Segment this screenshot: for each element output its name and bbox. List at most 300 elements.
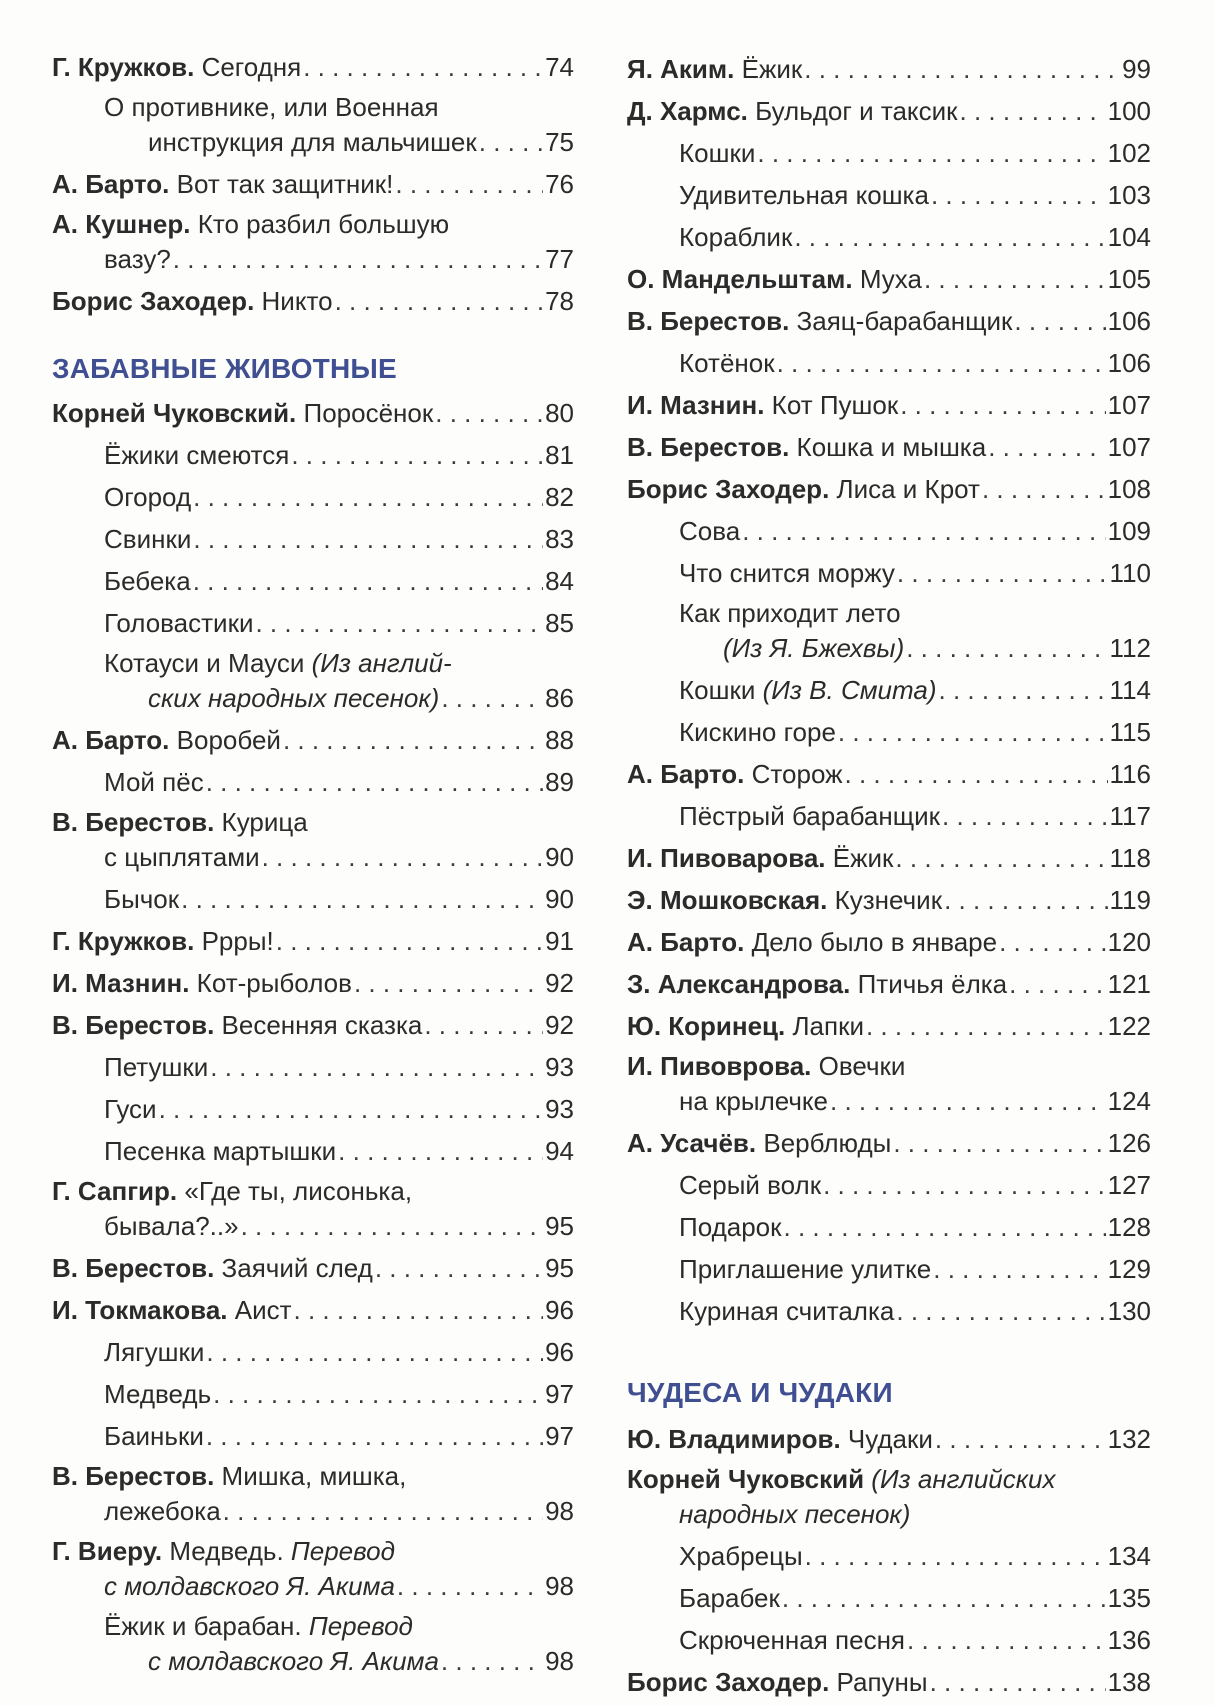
toc-entry (52, 166, 574, 204)
entry-line (52, 1133, 574, 1171)
entry-text (627, 756, 843, 794)
title: Чудаки (847, 1423, 933, 1454)
toc-entry (627, 966, 1151, 1004)
entry-line (627, 261, 1151, 299)
toc-entry (627, 1622, 1151, 1660)
dot-leader (181, 881, 543, 919)
author: Корней Чуковский (627, 1463, 865, 1494)
page-number: 135 (1107, 1582, 1151, 1613)
toc-entry (52, 563, 574, 601)
title: Сегодня (201, 52, 302, 82)
page-number: 130 (1107, 1296, 1151, 1326)
page-number: 112 (1109, 633, 1151, 663)
dot-leader (931, 177, 1106, 215)
page-number: 92 (545, 967, 574, 998)
entry-text (52, 1461, 406, 1491)
page-number: 77 (545, 244, 574, 274)
toc-right-column (627, 51, 1151, 1706)
entry-text (627, 387, 898, 425)
entry-line (627, 51, 1151, 89)
entry-text (627, 1125, 891, 1163)
page-number: 107 (1107, 432, 1151, 462)
toc-left-column (52, 49, 574, 1685)
entry-line (52, 1007, 574, 1045)
title: Подарок (679, 1212, 782, 1242)
entry-text (104, 605, 253, 643)
page-number: 74 (545, 52, 574, 82)
author: И. Мазнин. (52, 967, 190, 998)
page-number: 90 (545, 883, 574, 914)
entry-line (52, 1175, 574, 1208)
entry-text (52, 1176, 412, 1206)
page-number: 98 (545, 1645, 574, 1676)
entry-text (627, 1664, 928, 1702)
dot-leader (784, 1209, 1106, 1247)
entry-line (627, 1622, 1151, 1660)
toc-entry (52, 923, 574, 961)
entry-text (679, 177, 929, 215)
author: В. Берестов. (627, 432, 790, 462)
entry-text (52, 1007, 422, 1045)
title: Песенка мартышки (104, 1135, 337, 1166)
toc-entry (627, 1463, 1151, 1534)
entry-line (627, 756, 1151, 794)
dot-leader (193, 479, 543, 517)
page-number: 93 (545, 1051, 574, 1082)
dot-leader (960, 93, 1106, 131)
page-number: 99 (1122, 54, 1151, 84)
title: Кошки (679, 675, 756, 705)
page-number: 97 (545, 1378, 574, 1409)
title: Кто разбил большую (197, 209, 450, 239)
title: Аист (234, 1294, 292, 1325)
entry-line (52, 1334, 574, 1372)
title: Поросёнок (303, 397, 434, 428)
title: Лапки (792, 1011, 864, 1041)
toc-entry (52, 437, 574, 475)
dot-leader (742, 513, 1105, 551)
toc-entry (627, 303, 1151, 341)
toc-entry (627, 1008, 1151, 1046)
toc-entry (52, 1460, 574, 1531)
author: Борис Заходер. (627, 1666, 830, 1697)
page-number: 134 (1107, 1540, 1151, 1571)
title: Бульдог и таксик (755, 96, 958, 126)
entry-text (679, 672, 937, 710)
page-number: 124 (1107, 1086, 1151, 1116)
toc-entry (627, 882, 1151, 920)
entry-text (679, 513, 740, 551)
page-number: 105 (1107, 264, 1151, 294)
entry-line (52, 479, 574, 517)
entry-text (627, 51, 802, 89)
entry-line (52, 1250, 574, 1288)
author: Борис Заходер. (52, 286, 255, 316)
page-number: 83 (545, 523, 574, 554)
entry-line (627, 672, 1151, 710)
dot-leader (441, 680, 543, 718)
dot-leader (782, 1580, 1106, 1618)
dot-leader (375, 1250, 543, 1288)
toc-entry (52, 49, 574, 87)
dot-leader (897, 555, 1108, 593)
page-number: 86 (545, 682, 574, 713)
toc-entry (52, 1535, 574, 1606)
entry-text (627, 1051, 905, 1081)
author: А. Кушнер. (52, 209, 191, 239)
dot-leader (988, 429, 1105, 467)
title: «Где ты, лисонька, (184, 1175, 413, 1206)
entry-line (627, 1050, 1151, 1083)
page-number: 94 (545, 1135, 574, 1166)
entry-text (679, 555, 895, 593)
entry-line (627, 513, 1151, 551)
page-number: 115 (1109, 717, 1151, 747)
entry-text (52, 965, 352, 1003)
entry-line (627, 1209, 1151, 1247)
page-number: 108 (1107, 474, 1151, 504)
dot-leader (777, 345, 1106, 383)
dot-leader (939, 672, 1108, 710)
page-number: 120 (1107, 927, 1151, 957)
title: Медведь (104, 1378, 212, 1409)
page-number: 95 (545, 1252, 574, 1283)
toc-entry (627, 1538, 1151, 1576)
title: Куриная считалка (679, 1296, 895, 1326)
title: Кискино горе (679, 717, 836, 747)
dot-leader (930, 1664, 1106, 1702)
page-number: 95 (545, 1210, 574, 1241)
dot-leader (241, 1208, 544, 1246)
page-number: 97 (545, 1420, 574, 1451)
title: Бебека (104, 565, 191, 596)
entry-line (627, 1580, 1151, 1618)
toc-entry (627, 1050, 1151, 1121)
toc-entry (627, 471, 1151, 509)
entry-line (627, 798, 1151, 836)
section-heading: ЗАБАВНЫЕ ЖИВОТНЫЕ (52, 352, 397, 384)
toc-entry (627, 429, 1151, 467)
entry-line (627, 303, 1151, 341)
toc-entry (52, 1292, 574, 1330)
title: Котёнок (679, 348, 775, 378)
page-number: 78 (545, 286, 574, 316)
dot-leader (262, 839, 543, 877)
entry-line (627, 429, 1151, 467)
toc-entry (52, 1250, 574, 1288)
page-number: 89 (545, 766, 574, 797)
toc-entry (627, 513, 1151, 551)
page-number: 90 (545, 841, 574, 872)
toc-entry (52, 1091, 574, 1129)
entry-line (52, 647, 574, 680)
dot-leader (338, 1133, 543, 1171)
entry-text (104, 479, 191, 517)
page-number: 104 (1107, 222, 1151, 252)
entry-line (627, 1293, 1151, 1331)
dot-leader (900, 387, 1105, 425)
title: Весенняя сказка (221, 1009, 423, 1040)
page-number: 127 (1107, 1170, 1151, 1200)
title: Кораблик (679, 222, 793, 252)
toc-entry (627, 177, 1151, 215)
entry-text (627, 93, 958, 131)
dot-leader (838, 714, 1108, 752)
dot-leader (757, 135, 1105, 173)
entry-line (52, 764, 574, 802)
title: Петушки (104, 1051, 209, 1082)
dot-leader (441, 1643, 543, 1681)
page-number: 132 (1107, 1423, 1151, 1454)
author: Э. Мошковская. (627, 885, 828, 915)
entry-text (679, 1293, 894, 1331)
dot-leader (276, 923, 543, 961)
toc-entry (627, 555, 1151, 593)
entry-line (627, 924, 1151, 962)
author: О. Мандельштам. (627, 264, 853, 294)
author: А. Барто. (52, 724, 170, 755)
page-number: 91 (545, 925, 574, 956)
entry-text (679, 219, 792, 257)
title-note: (Из английских (864, 1463, 1056, 1494)
toc-entry (627, 93, 1151, 131)
entry-text (679, 1209, 782, 1247)
toc-entry (52, 1610, 574, 1681)
author: В. Берестов. (627, 306, 790, 336)
entry-line (627, 966, 1151, 1004)
title-continued: (Из Я. Бжехвы) (723, 633, 905, 663)
title: Верблюды (763, 1128, 892, 1158)
dot-leader (804, 51, 1120, 89)
author: Ю. Коринец. (627, 1011, 786, 1041)
toc-entry (627, 798, 1151, 836)
title: Огород (104, 481, 192, 512)
entry-text (104, 1376, 211, 1414)
page-number: 136 (1107, 1624, 1151, 1655)
page-number: 107 (1107, 390, 1151, 420)
dot-leader (193, 521, 543, 559)
title: Лиса и Крот (836, 474, 980, 504)
entry-line (52, 521, 574, 559)
page-number: 96 (545, 1294, 574, 1325)
dot-leader (354, 965, 543, 1003)
dot-leader (206, 1418, 543, 1456)
page-number: 75 (545, 127, 574, 157)
title-continued: вазу? (104, 244, 171, 274)
title: Свинки (104, 523, 192, 554)
entry-text (627, 1464, 1055, 1494)
dot-leader (193, 563, 543, 601)
page-number: 106 (1107, 348, 1151, 378)
entry-text (104, 1091, 157, 1129)
entry-line (627, 1008, 1151, 1046)
entry-line (627, 345, 1151, 383)
toc-entry (52, 91, 574, 162)
title: Вот так защитник! (176, 169, 394, 199)
page-number: 88 (545, 724, 574, 755)
title: Серый волк (679, 1170, 822, 1200)
toc-entry (627, 756, 1151, 794)
entry-text (104, 437, 289, 475)
dot-leader (255, 605, 543, 643)
title-note: (Из англий- (304, 647, 452, 678)
toc-entry (627, 1664, 1151, 1702)
title-continued: на крылечке (679, 1086, 829, 1116)
title: Головастики (104, 607, 254, 638)
toc-entry (627, 1167, 1151, 1205)
entry-line (627, 1251, 1151, 1289)
page-number: 126 (1107, 1128, 1151, 1158)
dot-leader (982, 471, 1106, 509)
toc-entry (52, 395, 574, 433)
entry-line (627, 714, 1151, 752)
entry-line (52, 1643, 574, 1681)
toc-entry (52, 1376, 574, 1414)
toc-entry (627, 1209, 1151, 1247)
title: Ёжики смеются (104, 439, 290, 470)
dot-leader (999, 924, 1106, 962)
dot-leader (944, 882, 1107, 920)
author: Корней Чуковский. (52, 397, 297, 428)
title-continued: с молдавского Я. Акима (148, 1645, 439, 1676)
dot-leader (206, 764, 543, 802)
title: О противнике, или Военная (104, 92, 439, 122)
toc-entry (52, 1007, 574, 1045)
page-number: 119 (1109, 885, 1151, 915)
entry-text (679, 1167, 821, 1205)
entry-text (627, 429, 986, 467)
entry-text (627, 1421, 933, 1459)
entry-text (52, 1536, 395, 1566)
title-note: (Из В. Смита) (755, 675, 937, 705)
title: Заячий след (221, 1252, 373, 1283)
author: Д. Хармс. (627, 96, 748, 126)
entry-line (627, 177, 1151, 215)
dot-leader (895, 840, 1107, 878)
title: Кошка и мышка (796, 432, 987, 462)
page-number: 93 (545, 1093, 574, 1124)
title: Храбрецы (679, 1540, 803, 1571)
entry-text (104, 563, 191, 601)
entry-line (627, 630, 1151, 668)
page-number: 138 (1107, 1666, 1151, 1697)
dot-leader (924, 261, 1106, 299)
title: Котауси и Мауси (104, 647, 305, 678)
title: Пёстрый барабанщик (679, 801, 941, 831)
dot-leader (907, 1622, 1106, 1660)
entry-text (627, 882, 942, 920)
entry-text (627, 261, 922, 299)
author: З. Александрова. (627, 969, 851, 999)
entry-text (104, 764, 204, 802)
dot-leader (397, 1568, 543, 1606)
page-number: 98 (545, 1495, 574, 1526)
title: Сова (679, 516, 741, 546)
entry-text (52, 722, 281, 760)
entry-text (679, 1622, 905, 1660)
toc-entry (52, 1133, 574, 1171)
title: Сторож (751, 759, 843, 789)
dot-leader (823, 1167, 1106, 1205)
author: Г. Кружков. (52, 925, 195, 956)
title-continued: с цыплятами (104, 841, 260, 872)
entry-line (627, 1538, 1151, 1576)
author: В. Берестов. (52, 1009, 215, 1040)
entry-line (627, 882, 1151, 920)
entry-text (679, 1251, 931, 1289)
entry-text (627, 303, 1012, 341)
page-number: 129 (1107, 1254, 1151, 1284)
entry-text (52, 807, 308, 837)
entry-line (627, 471, 1151, 509)
entry-text (52, 923, 274, 961)
title: Мой пёс (104, 766, 204, 797)
toc-entry (52, 208, 574, 279)
dot-leader (424, 1007, 543, 1045)
toc-entry (52, 283, 574, 321)
toc-entry (627, 135, 1151, 173)
title: Приглашение улитке (679, 1254, 932, 1284)
toc-entry (627, 840, 1151, 878)
author: А. Барто. (627, 759, 745, 789)
page-number: 109 (1107, 516, 1151, 546)
toc-entry (627, 597, 1151, 668)
entry-line (52, 839, 574, 877)
entry-line (627, 93, 1151, 131)
dot-leader (283, 722, 543, 760)
toc-entry (52, 647, 574, 718)
page-number: 122 (1107, 1011, 1151, 1041)
dot-leader (291, 437, 543, 475)
author: И. Пивоврова. (627, 1051, 812, 1081)
entry-text (679, 1580, 780, 1618)
title: Ёжик и барабан. (104, 1610, 302, 1641)
entry-line (627, 555, 1151, 593)
dot-leader (1014, 303, 1105, 341)
toc-entry (627, 261, 1151, 299)
page-number: 81 (545, 439, 574, 470)
title: Скрюченная песня (679, 1624, 906, 1655)
page-number: 76 (545, 169, 574, 199)
author: А. Барто. (627, 927, 745, 957)
entry-line (627, 1421, 1151, 1459)
author: Г. Сапгир. (52, 1175, 178, 1206)
page-number: 82 (545, 481, 574, 512)
entry-line (627, 219, 1151, 257)
page-number: 100 (1107, 96, 1151, 126)
toc-entry (52, 764, 574, 802)
page-number: 102 (1107, 138, 1151, 168)
entry-line (52, 1292, 574, 1330)
entry-line (627, 840, 1151, 878)
entry-text (104, 521, 191, 559)
page-number: 84 (545, 565, 574, 596)
toc-entry (627, 714, 1151, 752)
entry-line (627, 1083, 1151, 1121)
entry-line (52, 1376, 574, 1414)
dot-leader (942, 798, 1108, 836)
title-continued: ских народных песенок) (148, 682, 440, 713)
dot-leader (1009, 966, 1105, 1004)
entry-line (52, 563, 574, 601)
dot-leader (866, 1008, 1106, 1046)
title: Кошки (679, 138, 756, 168)
title: Ррры! (201, 925, 274, 956)
toc-entry (627, 219, 1151, 257)
author: И. Токмакова. (52, 1294, 228, 1325)
page-number: 98 (545, 1570, 574, 1601)
title: Удивительная кошка (679, 180, 929, 210)
